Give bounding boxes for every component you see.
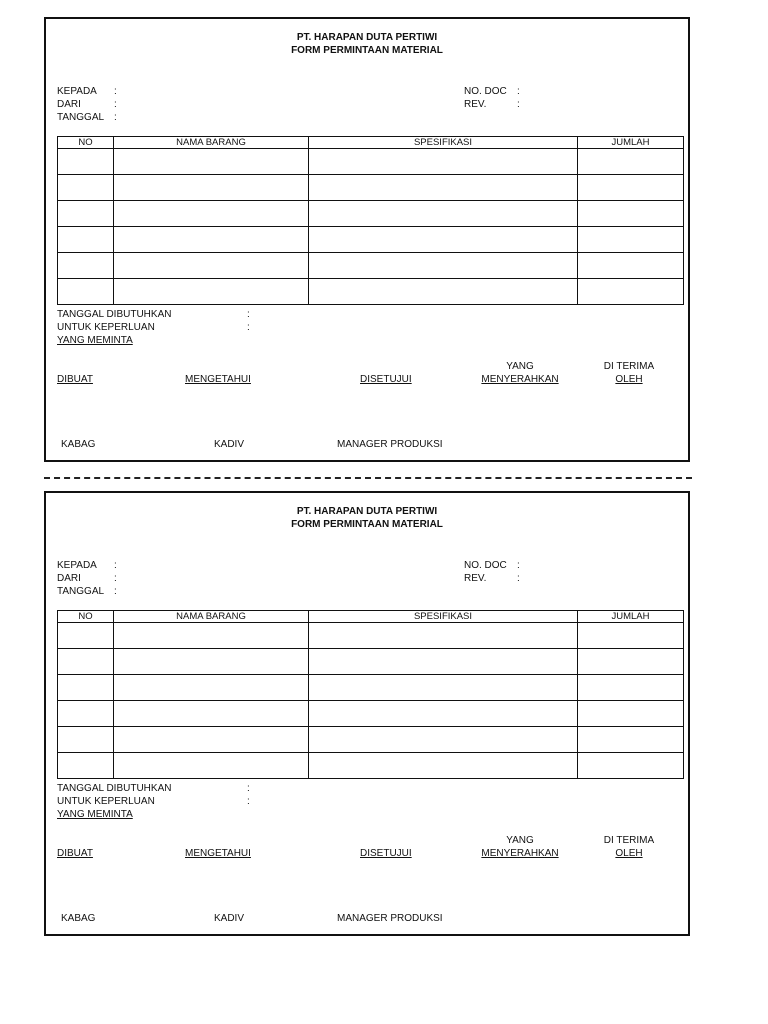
table-header-row	[58, 137, 684, 149]
untuk-keperluan-colon: :	[247, 322, 250, 333]
form-title: FORM PERMINTAAN MATERIAL	[291, 519, 443, 530]
disetujui-label: DISETUJUI	[360, 848, 412, 859]
no-doc-label: NO. DOC	[464, 560, 507, 571]
cell-no[interactable]	[58, 675, 114, 701]
cell-nama-barang[interactable]	[114, 279, 309, 305]
items-table	[57, 610, 684, 779]
rev-colon: :	[517, 99, 520, 110]
cell-no[interactable]	[58, 253, 114, 279]
untuk-keperluan-label: UNTUK KEPERLUAN	[57, 322, 155, 333]
cell-spesifikasi[interactable]	[309, 149, 578, 175]
tanggal-dibutuhkan-colon: :	[247, 783, 250, 794]
table-row	[58, 623, 684, 649]
kabag-label: KABAG	[61, 439, 96, 450]
no-doc-colon: :	[517, 560, 520, 571]
col-jumlah: JUMLAH	[578, 611, 684, 623]
yang-menyerahkan-line-1: YANG	[506, 835, 534, 846]
tanggal-label: TANGGAL	[57, 586, 105, 597]
col-no: NO	[58, 137, 114, 149]
cell-nama-barang[interactable]	[114, 753, 309, 779]
cell-jumlah[interactable]	[578, 701, 684, 727]
di-terima-oleh-label	[592, 834, 666, 860]
cell-spesifikasi[interactable]	[309, 753, 578, 779]
cell-spesifikasi[interactable]	[309, 227, 578, 253]
tanggal-colon: :	[114, 112, 117, 123]
di-terima-oleh-label	[592, 360, 666, 386]
cell-jumlah[interactable]	[578, 727, 684, 753]
cell-no[interactable]	[58, 727, 114, 753]
table-row	[58, 227, 684, 253]
table-header-row	[58, 611, 684, 623]
cell-nama-barang[interactable]	[114, 227, 309, 253]
kepada-label: KEPADA	[57, 86, 97, 97]
cell-jumlah[interactable]	[578, 623, 684, 649]
cell-no[interactable]	[58, 623, 114, 649]
cell-jumlah[interactable]	[578, 649, 684, 675]
cell-nama-barang[interactable]	[114, 149, 309, 175]
yang-menyerahkan-label	[476, 360, 564, 386]
cell-jumlah[interactable]	[578, 753, 684, 779]
dibuat-label: DIBUAT	[57, 374, 93, 385]
dari-label: DARI	[57, 99, 81, 110]
yang-meminta-label: YANG MEMINTA	[57, 809, 133, 820]
cell-nama-barang[interactable]	[114, 649, 309, 675]
form-title: FORM PERMINTAAN MATERIAL	[291, 45, 443, 56]
cell-jumlah[interactable]	[578, 201, 684, 227]
company-name: PT. HARAPAN DUTA PERTIWI	[296, 32, 438, 43]
cell-nama-barang[interactable]	[114, 253, 309, 279]
cell-jumlah[interactable]	[578, 675, 684, 701]
dari-colon: :	[114, 573, 117, 584]
cell-spesifikasi[interactable]	[309, 701, 578, 727]
cell-no[interactable]	[58, 227, 114, 253]
cell-spesifikasi[interactable]	[309, 649, 578, 675]
cell-jumlah[interactable]	[578, 175, 684, 201]
yang-menyerahkan-line-1: YANG	[506, 361, 534, 372]
rev-label: REV.	[464, 99, 487, 110]
table-row	[58, 649, 684, 675]
di-terima-line-2: OLEH	[615, 374, 643, 385]
cell-spesifikasi[interactable]	[309, 727, 578, 753]
cell-spesifikasi[interactable]	[309, 201, 578, 227]
rev-colon: :	[517, 573, 520, 584]
untuk-keperluan-colon: :	[247, 796, 250, 807]
manager-produksi-label: MANAGER PRODUKSI	[337, 913, 443, 924]
yang-meminta-label: YANG MEMINTA	[57, 335, 133, 346]
col-nama-barang: NAMA BARANG	[114, 611, 309, 623]
kadiv-label: KADIV	[214, 913, 245, 924]
col-no: NO	[58, 611, 114, 623]
cell-spesifikasi[interactable]	[309, 279, 578, 305]
yang-menyerahkan-label	[476, 834, 564, 860]
cell-no[interactable]	[58, 279, 114, 305]
cell-nama-barang[interactable]	[114, 675, 309, 701]
cell-jumlah[interactable]	[578, 227, 684, 253]
table-row	[58, 149, 684, 175]
cell-nama-barang[interactable]	[114, 727, 309, 753]
cell-nama-barang[interactable]	[114, 701, 309, 727]
table-row	[58, 727, 684, 753]
tanggal-dibutuhkan-label: TANGGAL DIBUTUHKAN	[57, 783, 172, 794]
no-doc-colon: :	[517, 86, 520, 97]
cell-nama-barang[interactable]	[114, 175, 309, 201]
tanggal-label: TANGGAL	[57, 112, 105, 123]
table-row	[58, 253, 684, 279]
disetujui-label: DISETUJUI	[360, 374, 412, 385]
cell-jumlah[interactable]	[578, 279, 684, 305]
col-spesifikasi: SPESIFIKASI	[309, 611, 578, 623]
company-name: PT. HARAPAN DUTA PERTIWI	[296, 506, 438, 517]
dibuat-label: DIBUAT	[57, 848, 93, 859]
table-row	[58, 279, 684, 305]
tanggal-colon: :	[114, 586, 117, 597]
table-row	[58, 175, 684, 201]
mengetahui-label: MENGETAHUI	[185, 848, 251, 859]
cell-jumlah[interactable]	[578, 149, 684, 175]
cell-nama-barang[interactable]	[114, 201, 309, 227]
tanggal-dibutuhkan-label: TANGGAL DIBUTUHKAN	[57, 309, 172, 320]
cell-no[interactable]	[58, 753, 114, 779]
cell-no[interactable]	[58, 175, 114, 201]
table-row	[58, 675, 684, 701]
table-row	[58, 201, 684, 227]
yang-menyerahkan-line-2: MENYERAHKAN	[481, 374, 559, 385]
cell-no[interactable]	[58, 701, 114, 727]
yang-menyerahkan-line-2: MENYERAHKAN	[481, 848, 559, 859]
cell-spesifikasi[interactable]	[309, 623, 578, 649]
material-request-form-1	[44, 17, 690, 462]
untuk-keperluan-label: UNTUK KEPERLUAN	[57, 796, 155, 807]
cell-no[interactable]	[58, 649, 114, 675]
table-row	[58, 701, 684, 727]
kadiv-label: KADIV	[214, 439, 245, 450]
kabag-label: KABAG	[61, 913, 96, 924]
cell-spesifikasi[interactable]	[309, 675, 578, 701]
mengetahui-label: MENGETAHUI	[185, 374, 251, 385]
rev-label: REV.	[464, 573, 487, 584]
dari-label: DARI	[57, 573, 81, 584]
di-terima-line-2: OLEH	[615, 848, 643, 859]
kepada-colon: :	[114, 86, 117, 97]
no-doc-label: NO. DOC	[464, 86, 507, 97]
kepada-colon: :	[114, 560, 117, 571]
di-terima-line-1: DI TERIMA	[603, 835, 655, 846]
cell-spesifikasi[interactable]	[309, 253, 578, 279]
cell-nama-barang[interactable]	[114, 623, 309, 649]
cell-spesifikasi[interactable]	[309, 175, 578, 201]
col-nama-barang: NAMA BARANG	[114, 137, 309, 149]
col-jumlah: JUMLAH	[578, 137, 684, 149]
cut-line-divider	[44, 477, 692, 479]
items-table	[57, 136, 684, 305]
dari-colon: :	[114, 99, 117, 110]
di-terima-line-1: DI TERIMA	[603, 361, 655, 372]
manager-produksi-label: MANAGER PRODUKSI	[337, 439, 443, 450]
cell-no[interactable]	[58, 149, 114, 175]
table-row	[58, 753, 684, 779]
material-request-form-2	[44, 491, 690, 936]
cell-no[interactable]	[58, 201, 114, 227]
kepada-label: KEPADA	[57, 560, 97, 571]
tanggal-dibutuhkan-colon: :	[247, 309, 250, 320]
col-spesifikasi: SPESIFIKASI	[309, 137, 578, 149]
cell-jumlah[interactable]	[578, 253, 684, 279]
